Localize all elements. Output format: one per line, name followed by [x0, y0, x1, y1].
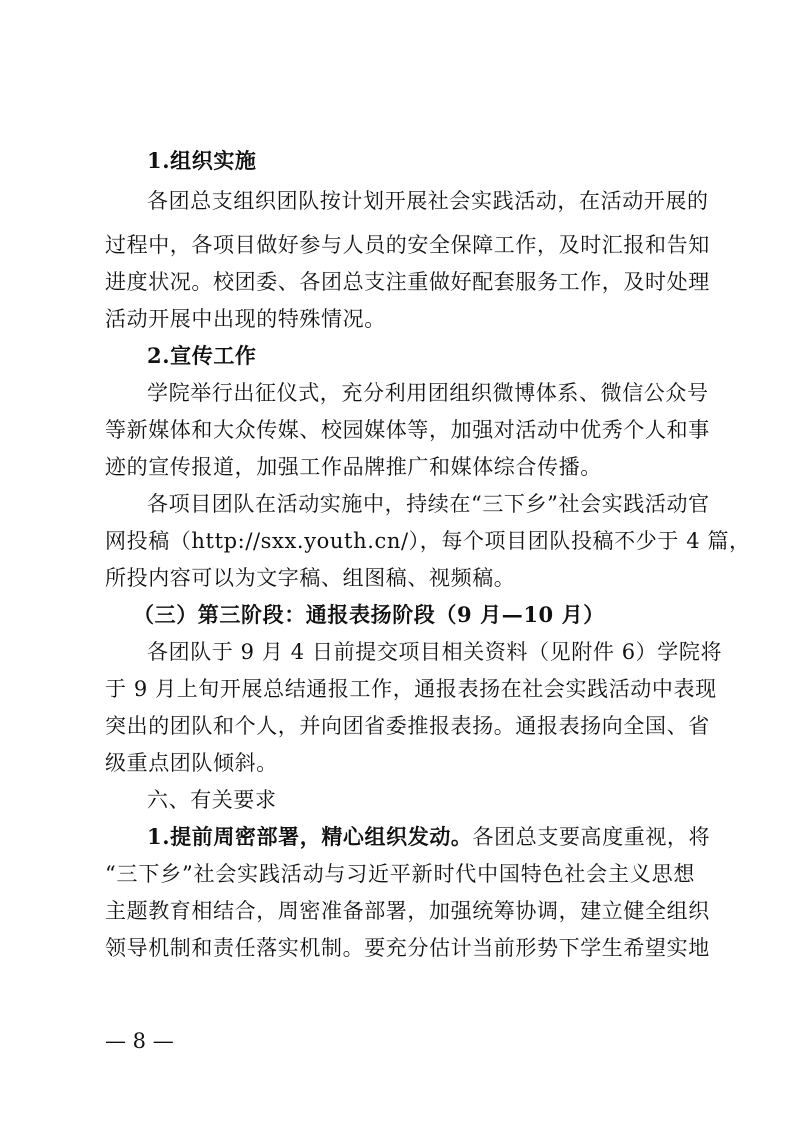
- heading-requirements: 六、有关要求: [147, 788, 277, 812]
- paragraph-line: 活动开展中出现的特殊情况。: [105, 307, 386, 331]
- page-number: — 8 —: [105, 1029, 174, 1053]
- requirement-lead-text: 1.提前周密部署，精心组织发动。: [147, 824, 473, 849]
- paragraph-line: 级重点团队倾斜。: [105, 751, 278, 775]
- paragraph-line: 迹的宣传报道，加强工作品牌推广和媒体综合传播。: [105, 455, 602, 479]
- paragraph-line: 过程中，各项目做好参与人员的安全保障工作，及时汇报和告知: [105, 233, 710, 257]
- heading-publicity-work: 2.宣传工作: [147, 343, 257, 368]
- paragraph-line: 主题教育相结合，周密准备部署，加强统筹协调，建立健全组织: [105, 899, 710, 923]
- paragraph-line: 突出的团队和个人，并向团省委推报表扬。通报表扬向全国、省: [105, 714, 710, 738]
- paragraph-line: 领导机制和责任落实机制。要充分估计当前形势下学生希望实地: [105, 936, 710, 960]
- heading-stage-three: （三）第三阶段：通报表扬阶段（9 月—10 月）: [133, 602, 605, 627]
- paragraph-line: 进度状况。校团委、各团总支注重做好配套服务工作，及时处理: [105, 270, 710, 294]
- paragraph-line: 网投稿（http://sxx.youth.cn/），每个项目团队投稿不少于 4 篇，: [105, 529, 751, 553]
- paragraph-line: 各团总支组织团队按计划开展社会实践活动，在活动开展的: [147, 189, 709, 213]
- requirement-text: 各团总支要高度重视，将: [472, 825, 711, 849]
- paragraph-line: 所投内容可以为文字稿、组图稿、视频稿。: [105, 566, 516, 590]
- paragraph-line: 各团队于 9 月 4 日前提交项目相关资料（见附件 6）学院将: [147, 640, 723, 664]
- requirement-paragraph-first-line: [147, 822, 711, 852]
- paragraph-line: 于 9 月上旬开展总结通报工作，通报表扬在社会实践活动中表现: [105, 677, 717, 701]
- paragraph-line: 各项目团队在活动实施中，持续在“三下乡”社会实践活动官: [147, 492, 710, 516]
- paragraph-line: 等新媒体和大众传媒、校园媒体等，加强对活动中优秀个人和事: [105, 418, 710, 442]
- heading-organize-implementation: 1.组织实施: [147, 148, 257, 173]
- paragraph-line: 学院举行出征仪式，充分利用团组织微博体系、微信公众号: [147, 381, 709, 405]
- paragraph-line: “三下乡”社会实践活动与习近平新时代中国特色社会主义思想: [105, 862, 695, 886]
